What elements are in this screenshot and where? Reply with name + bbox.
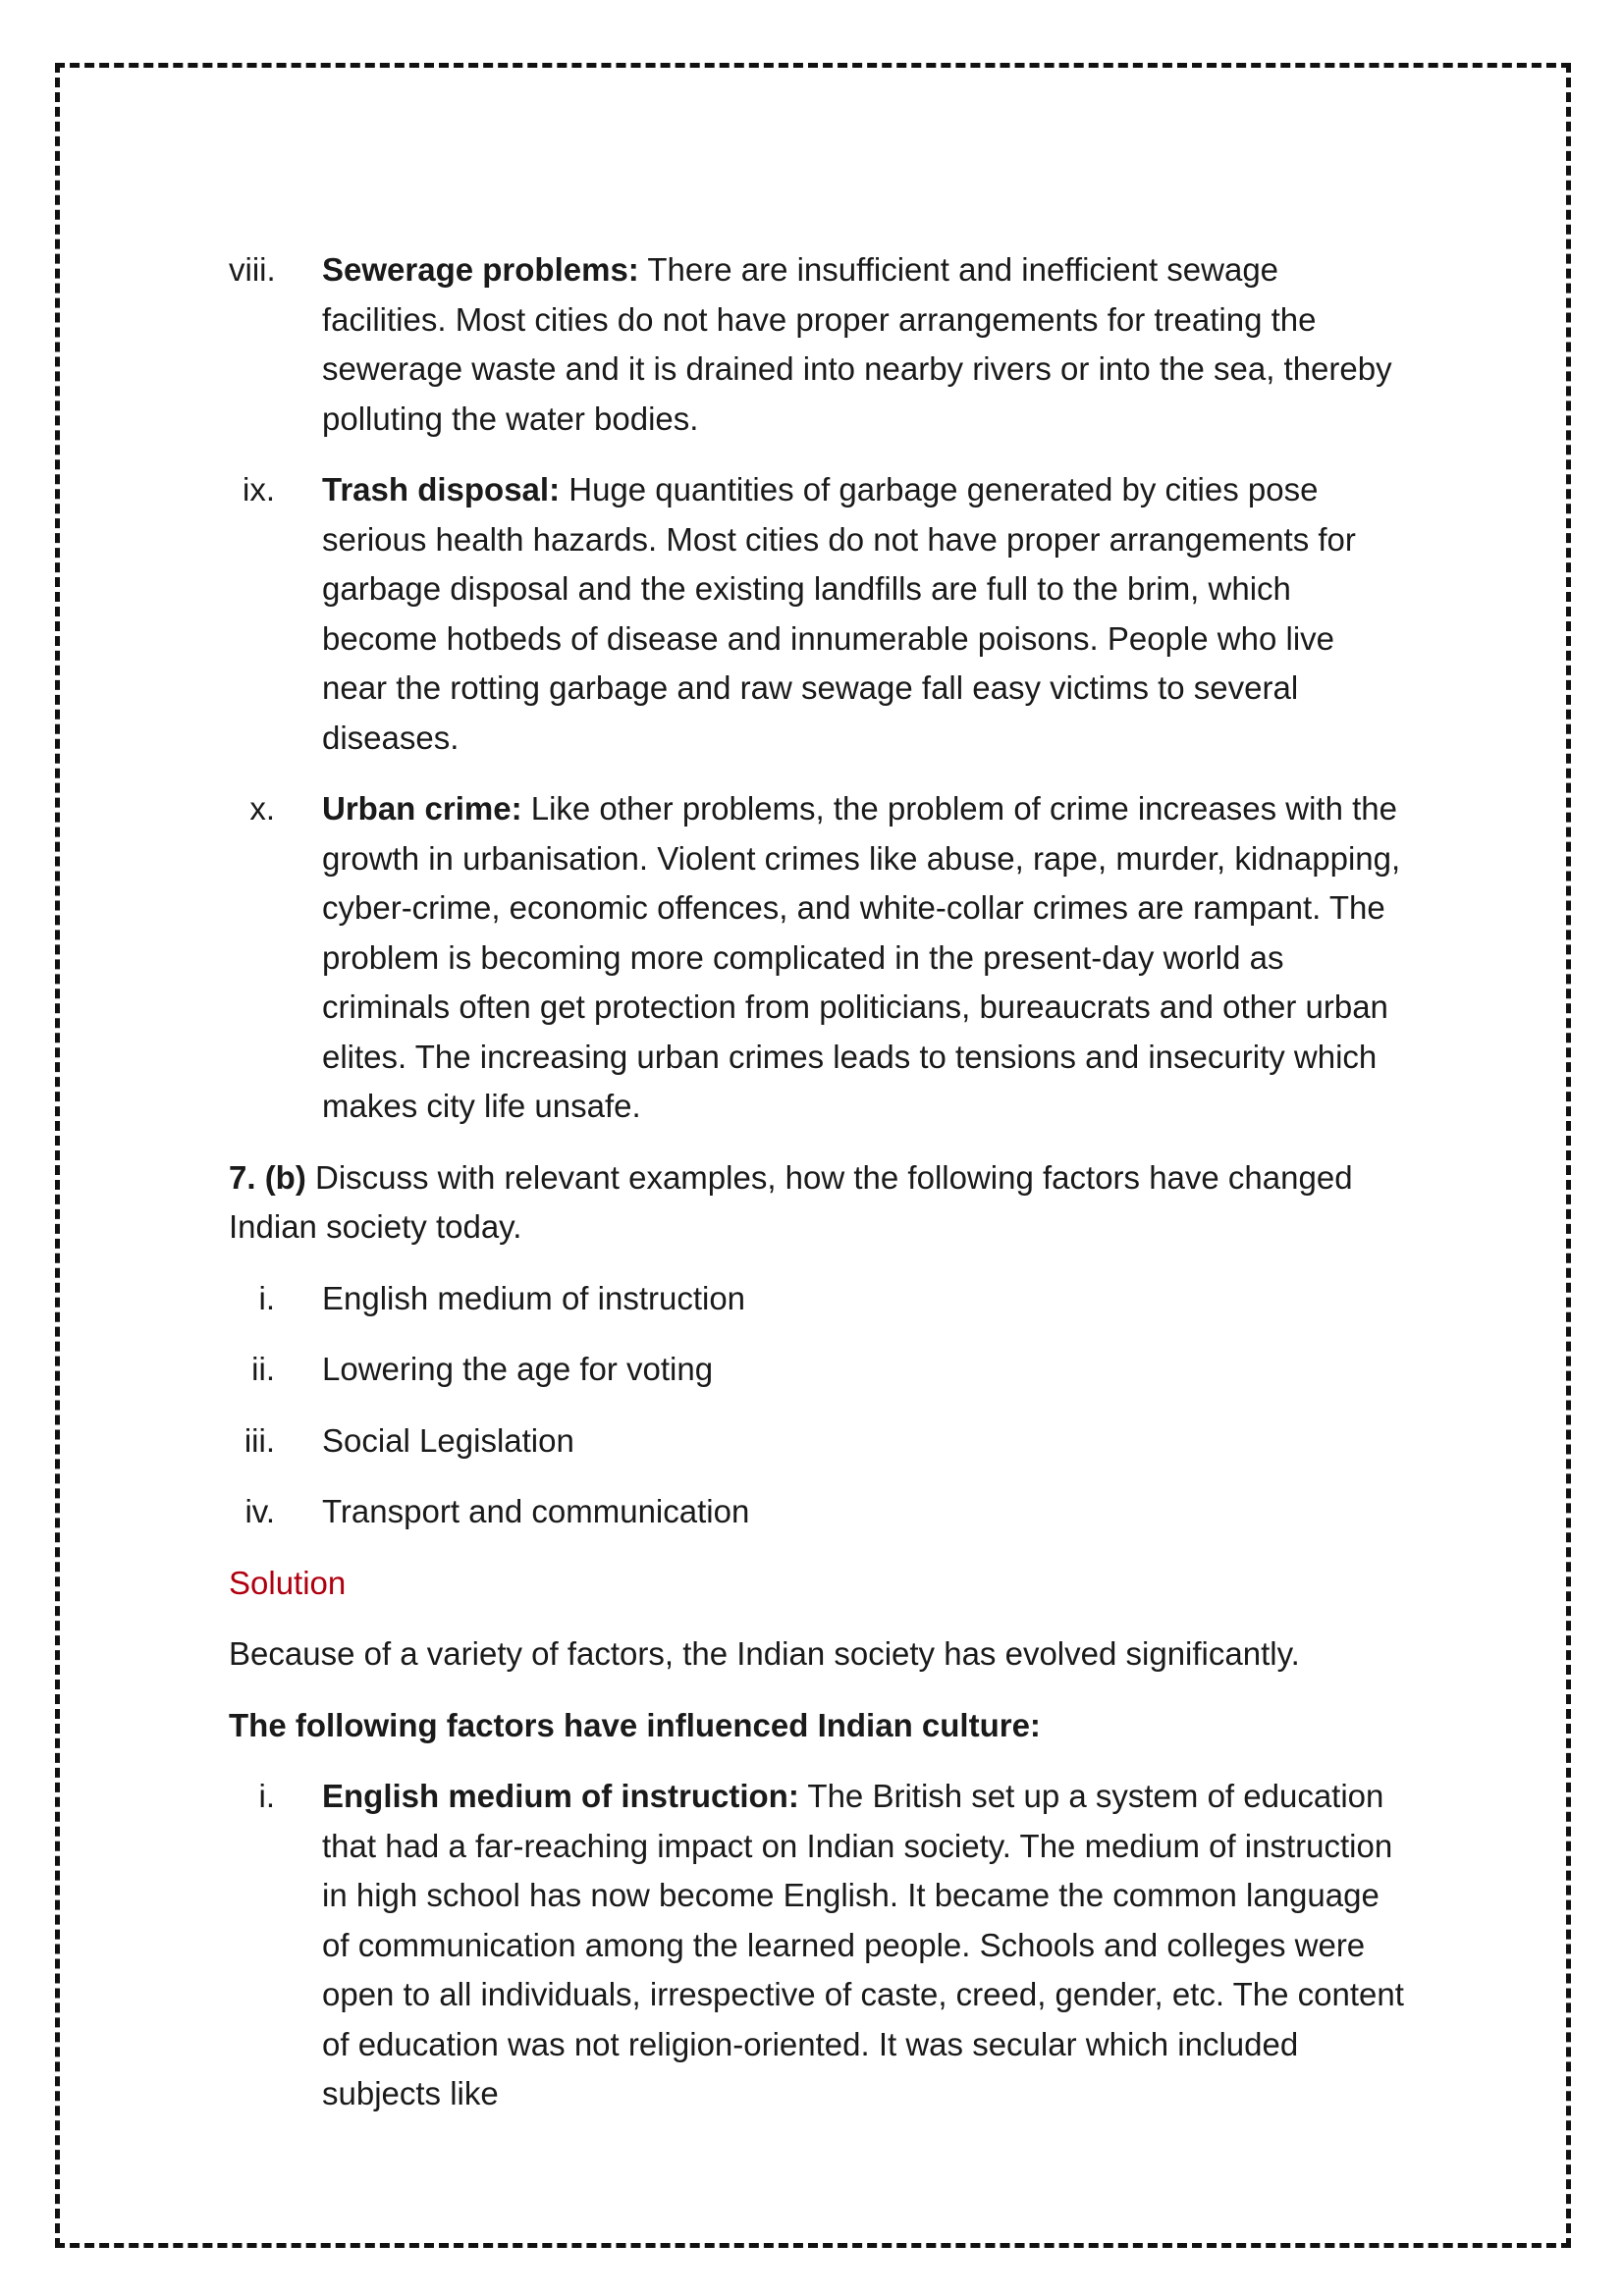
document-content — [229, 245, 1407, 2141]
question-item-iii — [229, 1416, 1407, 1467]
list-item-body — [322, 784, 1407, 1132]
solution-intro: Because of a variety of factors, the Indian society has evolved significantly. — [229, 1635, 1300, 1672]
list-item-x — [229, 784, 1407, 1132]
item-term: Trash disposal: — [322, 471, 561, 507]
item-text: Like other problems, the problem of crime increases with the growth in urbanisation. Violent crimes like abuse, rape, murder, kidnapping, cyber-crime, economic offences, and white-collar crimes are rampant. The problem is becoming more complicated in the present-day world as criminals often get protection from politicians, bureaucrats and other urban elites. The increasing urban crimes leads to tensions and insecurity which makes city life unsafe. — [322, 790, 1401, 1124]
list-number: iv. — [244, 1493, 275, 1529]
list-item-body — [322, 245, 1407, 444]
list-number: ix. — [243, 471, 275, 507]
item-term: Urban crime: — [322, 790, 522, 827]
list-number: iii. — [243, 1421, 275, 1459]
solution-lead: The following factors have influenced Indian culture: — [229, 1706, 1041, 1743]
question-item-text: Social Legislation — [322, 1421, 574, 1459]
list-item-body — [322, 465, 1407, 763]
question-text: Discuss with relevant examples, how the following factors have changed Indian society today. — [229, 1158, 1353, 1245]
solution-item-i — [229, 1772, 1407, 2119]
list-number: i. — [258, 1279, 275, 1316]
item-term: English medium of instruction: — [322, 1778, 799, 1814]
list-number: viii. — [229, 251, 276, 288]
list-number: i. — [258, 1778, 275, 1814]
item-text: The British set up a system of education that had a far-reaching impact on Indian society. The medium of instruction in high school has now become English. It became the common language of communication among the learned people. Schools and colleges were open to all individuals, irrespective of caste, creed, gender, etc. The content of education was not religion-oriented. It was secular which included subjects like — [322, 1778, 1404, 2111]
list-item-viii — [229, 245, 1407, 444]
list-item-body — [322, 1772, 1407, 2119]
question-item-text: Transport and communication — [322, 1493, 750, 1529]
list-number: x. — [249, 790, 275, 827]
list-number: ii. — [251, 1351, 275, 1387]
question-item-i — [229, 1274, 1407, 1324]
item-text: There are insufficient and inefficient sewage facilities. Most cities do not have proper arrangements for treating the sewerage waste and it is drained into nearby rivers or into the sea, thereby polluting the water bodies. — [322, 251, 1392, 437]
solution-heading: Solution — [229, 1564, 347, 1601]
question-item-iv — [229, 1487, 1407, 1537]
question-7b — [229, 1153, 1407, 1253]
list-item-ix — [229, 465, 1407, 763]
item-term: Sewerage problems: — [322, 251, 639, 288]
question-item-text: English medium of instruction — [322, 1279, 746, 1316]
question-item-ii — [229, 1345, 1407, 1395]
item-text: Huge quantities of garbage generated by cities pose serious health hazards. Most cities do not have proper arrangements for garbage disposal and the existing landfills are full to the brim, which become hotbeds of disease and innumerable poisons. People who live near the rotting garbage and raw sewage fall easy victims to several diseases. — [322, 471, 1356, 756]
question-label: 7. (b) — [229, 1158, 306, 1196]
question-item-text: Lowering the age for voting — [322, 1351, 714, 1387]
